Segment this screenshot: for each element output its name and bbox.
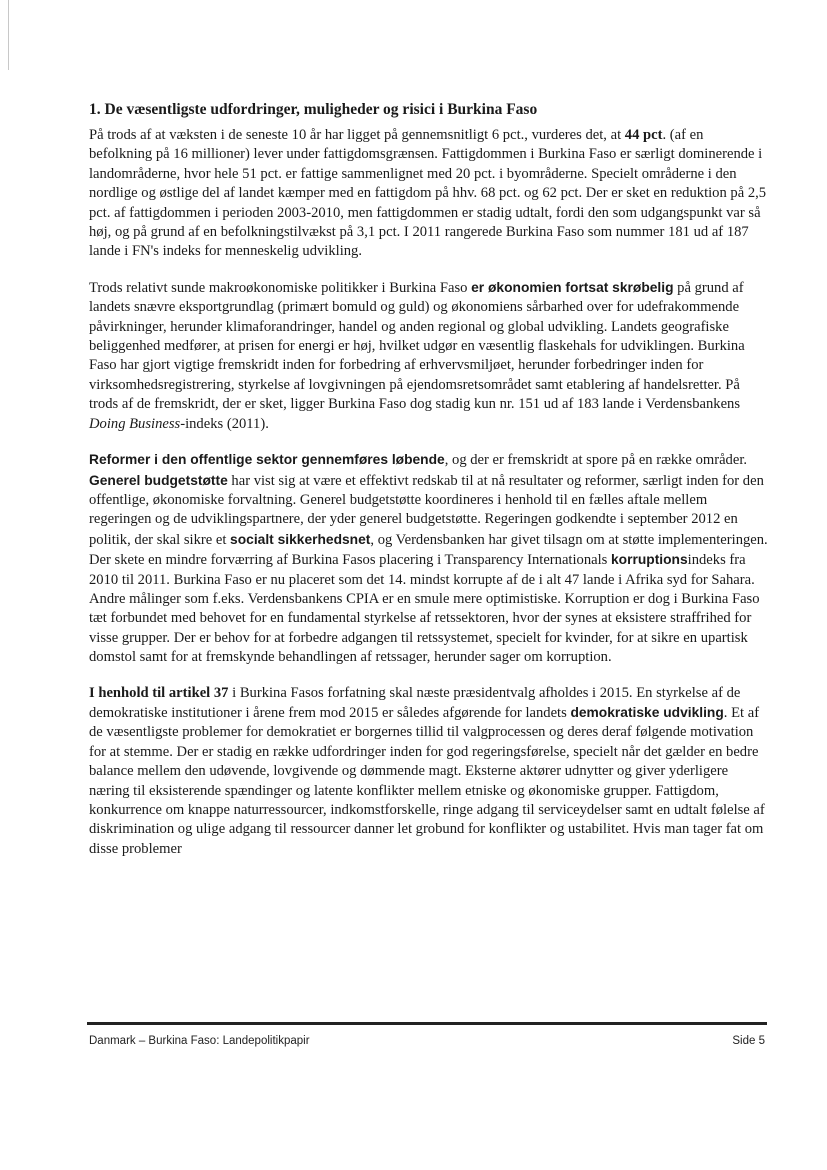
text-span: . Et af de væsentligste problemer for demokratiet er borgernes tillid til valgprocessen og deres deraf følgende motivation for at stemme. Der er stadig en række udfordringer inden for god regeringsførelse, specielt når det gælder en bedre balance mellem den udøvende, lovgivende og dømmende magt. Eksterne aktører udnytter og giver yderligere næring til eksisterende spændinger og latente konflikter mellem etniske og økonomiske grupper. Fattigdom, konkurrence om knappe naturressourcer, indkomstforskelle, ringe adgang til serviceydelser samt en udtalt følelse af diskrimination og ulige adgang til ressourcer danner let grobund for konflikter og ustabilitet. Hvis man tager fat om disse problemer [89,704,765,857]
text-span: Trods relativt sunde makroøkonomiske politikker i Burkina Faso [89,279,472,296]
paragraph-democracy [89,684,769,860]
bold-budget-support: Generel budgetstøtte [89,472,228,488]
paragraph-economy [89,278,769,434]
footer-document-title: Danmark – Burkina Faso: Landepolitikpapir [89,1035,310,1047]
page-body [89,100,769,875]
text-span: på grund af landets snævre eksportgrundlag (primært bomuld og guld) og økonomiens sårbarhed over for udefrakommende påvirkninger, herunder klimaforandringer, handel og anden regional og global udvikling. Landets geografiske beliggenhed medfører, at prisen for energi er høj, hvilket udgør en væsentlig flaskehals for udviklingen. Burkina Faso har gjort vigtige fremskridt inden for forbedring af erhvervsmiljøet, herunder forbedringer inden for virksomhedsregistrering, styrkelse af lovgivningen på ejendomsretsområdet samt etablering af handelsretter. På trods af de fremskridt, der er sket, ligger Burkina Faso dog stadig kun nr. 151 ud af 183 lande i Verdensbankens [89,279,745,413]
paragraph-reforms [89,450,769,667]
text-span: indeks fra 2010 til 2011. Burkina Faso er nu placeret som det 14. mindst korrupte af de i alt 47 lande i Afrika syd for Sahara. Andre målinger som f.eks. Verdensbankens CPIA er en smule mere optimistiske. Korruption er dog i Burkina Faso tæt forbundet med behovet for en fundamental styrkelse af retssektoren, hvor der synes at eksistere straffrihed for visse grupper. Der er behov for at forbedre adgangen til retssystemet, specielt for kvinder, for at sikre en upartisk domstol samt for at fremskynde behandlingen af retssager, herunder sager om korruption. [89,552,760,666]
text-span: . (af en befolkning på 16 millioner) lever under fattigdomsgrænsen. Fattigdommen i Burkina Faso er særligt dominerende i landområderne, hvor hele 51 pct. er fattige sammenlignet med 20 pct. i byområderne. Specielt områderne i den nordlige og østlige del af landet kæmper med en fattigdom på hhv. 68 pct. og 62 pct. Der er sket en reduktion på 2,5 pct. af fattigdommen i perioden 2003-2010, men fattigdommen er stadig udtalt, fordi den som udgangspunkt var så høj, og på grund af en befolkningstilvækst på 3,1 pct. I 2011 rangerede Burkina Faso som nummer 181 ud af 187 lande i FN's indeks for menneskelig udvikling. [89,127,767,260]
bold-economy-fragile: er økonomien fortsat skrøbelig [471,279,674,295]
text-span: i Burkina Fasos forfatning skal næste præsidentvalg afholdes i 2015. En styrkelse af de demokratiske institutioner i årene frem mod 2015 er således afgørende for landets [89,684,741,721]
text-span: , og Verdensbanken har givet tilsagn om at støtte implementeringen. Der skete en mindre forværring af Burkina Fasos placering i Transparency Internationals [89,531,768,569]
section-heading: 1. De væsentligste udfordringer, muligheder og risici i Burkina Faso [89,101,538,118]
bold-corruption: korruptions [611,552,688,568]
text-span: , og der er fremskridt at spore på en række områder. [444,452,748,469]
text-span: har vist sig at være et effektivt redskab til at nå resultater og reformer, særligt inden for den offentlige, økonomiske forvaltning. Generel budgetstøtte koordineres i henhold til en fælles aftale mellem regeringen og de udviklingspartnere, der yder generel budgetstøtte. Regeringen godkendte i september 2012 en politik, der skal sikre et [89,472,764,548]
paragraph-poverty [89,126,769,262]
footer-page-number: Side 5 [732,1035,765,1047]
text-span: På trods af at væksten i de seneste 10 år har ligget på gennemsnitligt 6 pct., vurderes det, at [89,127,625,143]
bold-reforms: Reformer i den offentlige sektor gennemføres løbende [89,452,445,468]
bold-social-safety-net: socialt sikkerhedsnet [230,531,371,547]
text-span: -indeks (2011). [180,415,269,432]
footer-rule [87,1022,767,1025]
page-footer [89,1035,765,1047]
italic-doing-business: Doing Business [89,415,181,432]
bold-poverty-rate: 44 pct [624,127,663,143]
scan-edge-line [8,0,9,70]
bold-democratic-development: demokratiske udvikling [570,704,724,720]
bold-article-37: I henhold til artikel 37 [89,684,229,701]
